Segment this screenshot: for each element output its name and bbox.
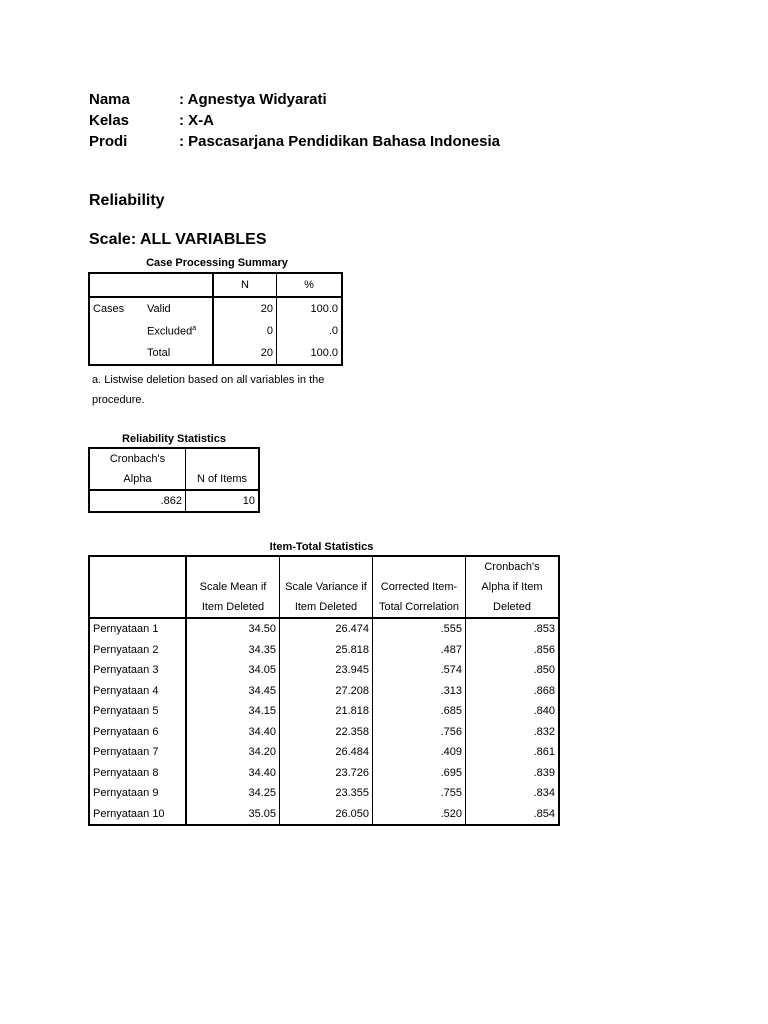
row-label: Valid [147,303,171,315]
table-header-row [89,597,559,618]
row-label: Pernyataan 8 [93,766,159,779]
footnote: a. Listwise deletion based on all variables in the procedure. [92,374,325,406]
cell-variance: 21.818 [280,701,373,722]
col-header: Item Deleted [280,597,373,618]
col-header [280,556,373,577]
cell-variance: 23.726 [280,763,373,784]
col-alpha-header-1: Cronbach's [109,453,166,465]
case-processing-table [88,272,343,366]
prodi-value: : Pascasarjana Pendidikan Bahasa Indonesia [179,133,500,150]
table-header-row [89,556,559,577]
col-header [373,556,466,577]
cell-alpha: .853 [466,618,560,640]
col-header: Cronbach's [466,556,560,577]
case-processing-title: Case Processing Summary [146,257,288,269]
cell-correlation: .487 [373,640,466,661]
cell-alpha: .861 [466,742,560,763]
cell-mean: 34.35 [186,640,280,661]
cell-mean: 35.05 [186,804,280,826]
row-label: Total [147,347,171,359]
cell-variance: 23.945 [280,660,373,681]
table-header-row [89,448,259,469]
col-header: Deleted [466,597,560,618]
cell-correlation: .695 [373,763,466,784]
col-header: Scale Mean if [186,577,280,597]
cell-pct: 100.0 [277,297,343,320]
cell-mean: 34.05 [186,660,280,681]
table-row [89,722,559,743]
table-row [89,342,342,365]
cell-n: 20 [213,297,277,320]
cell-alpha: .854 [466,804,560,826]
cell-correlation: .520 [373,804,466,826]
reliability-stats-table [88,447,260,513]
cell-mean: 34.50 [186,618,280,640]
cell-mean: 34.40 [186,722,280,743]
row-label: Pernyataan 6 [93,725,159,738]
col-header: Item Deleted [186,597,280,618]
cell-alpha: .856 [466,640,560,661]
col-n-header: N [213,273,277,297]
table-row [89,701,559,722]
excluded-label: Excluded [147,325,193,338]
table-row [89,618,559,640]
cell-variance: 26.474 [280,618,373,640]
cell-alpha: .832 [466,722,560,743]
row-label: Pernyataan 4 [93,684,159,697]
cell-alpha: .839 [466,763,560,784]
nama-label: Nama [89,91,130,108]
kelas-value: : X-A [179,112,214,129]
cell-n: 0 [213,320,277,342]
col-alpha-header-2: Alpha [89,469,186,490]
footnote-marker: a [192,324,197,332]
cell-alpha: .850 [466,660,560,681]
cell-alpha: .868 [466,681,560,702]
row-label: Pernyataan 2 [93,643,159,656]
table-header-row [89,469,259,490]
table-row [89,640,559,661]
table-header-row [89,273,342,297]
cell-mean: 34.15 [186,701,280,722]
prodi-label: Prodi [89,133,128,150]
cell-correlation: .409 [373,742,466,763]
cell-alpha: .840 [466,701,560,722]
cell-variance: 26.484 [280,742,373,763]
cell-n: 20 [213,342,277,365]
cell-pct: .0 [277,320,343,342]
cell-mean: 34.40 [186,763,280,784]
row-label: Pernyataan 9 [93,787,159,800]
table-row [89,660,559,681]
row-label: Pernyataan 1 [93,623,159,636]
cell-nitems: 10 [186,490,260,512]
item-total-table [88,555,560,826]
scale-heading: Scale: ALL VARIABLES [89,231,267,248]
row-label: Pernyataan 7 [93,746,159,759]
cell-mean: 34.25 [186,783,280,804]
row-label: Pernyataan 5 [93,705,159,718]
cell-mean: 34.45 [186,681,280,702]
col-header [186,556,280,577]
group-label: Cases [93,303,125,315]
cell-correlation: .555 [373,618,466,640]
cell-correlation: .685 [373,701,466,722]
table-row [89,763,559,784]
cell-variance: 23.355 [280,783,373,804]
col-header: Alpha if Item [466,577,560,597]
row-label: Pernyataan 3 [93,664,159,677]
nama-value: : Agnestya Widyarati [179,91,327,108]
table-row [89,742,559,763]
cell-variance: 25.818 [280,640,373,661]
reliability-stats-title: Reliability Statistics [122,433,226,445]
table-row [89,804,559,826]
row-label [144,320,213,342]
col-header: Total Correlation [373,597,466,618]
cell-variance: 27.208 [280,681,373,702]
table-row [89,320,342,342]
cell-mean: 34.20 [186,742,280,763]
table-header-row [89,577,559,597]
cell-alpha: .834 [466,783,560,804]
cell-correlation: .756 [373,722,466,743]
col-pct-header: % [277,273,343,297]
item-total-title: Item-Total Statistics [269,541,374,553]
table-row [89,681,559,702]
col-nitems-header: N of Items [186,469,260,490]
row-label: Pernyataan 10 [93,807,165,820]
col-header: Corrected Item- [373,577,466,597]
cell-correlation: .574 [373,660,466,681]
cell-alpha: .862 [160,495,182,507]
cell-variance: 26.050 [280,804,373,826]
table-row [89,783,559,804]
table-row [89,297,342,320]
cell-pct: 100.0 [277,342,343,365]
cell-correlation: .313 [373,681,466,702]
table-row [89,490,259,512]
kelas-label: Kelas [89,112,130,129]
col-header: Scale Variance if [280,577,373,597]
cell-variance: 22.358 [280,722,373,743]
reliability-heading: Reliability [89,192,165,209]
cell-correlation: .755 [373,783,466,804]
